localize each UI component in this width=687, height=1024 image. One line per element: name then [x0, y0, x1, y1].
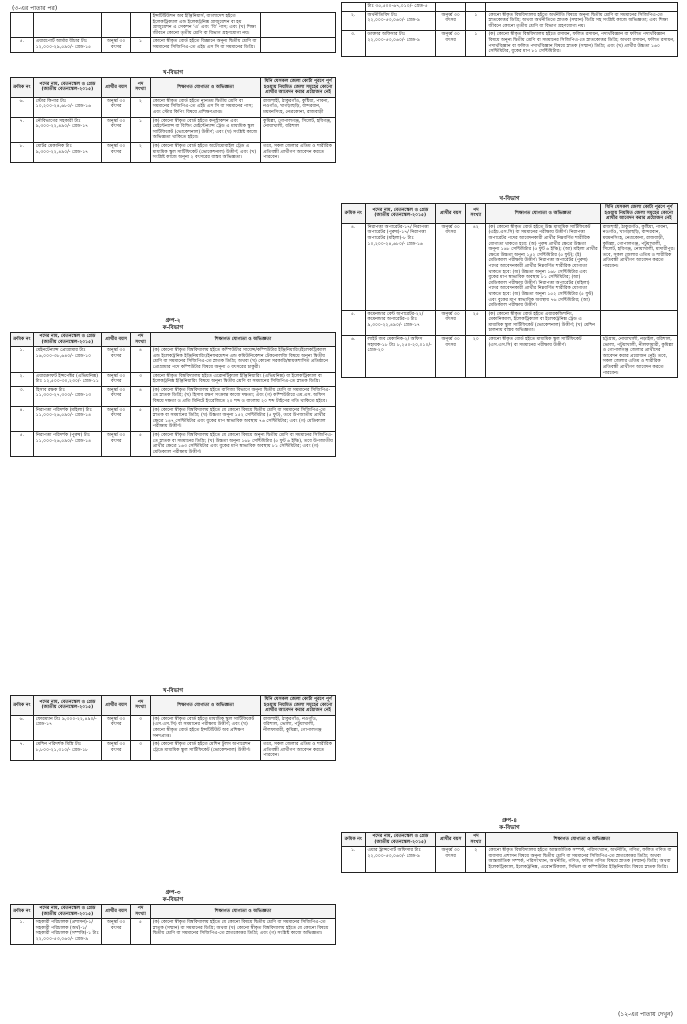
- cell-count: ৫: [131, 431, 151, 456]
- cell-sl: ৫.: [342, 310, 366, 335]
- header-count: পদ সংখ্যা: [466, 204, 486, 224]
- cell-age: অনূর্ধ্ব ৩০ বৎসর: [102, 386, 131, 406]
- header-district: যিনি যেসকল জেলা কোটা পূরণে পূর্ণ হওয়ায় নিয়মিত জেলা সমূহের কোনো প্রার্থীর আবেদন করার প্রয়োজন নেই: [600, 204, 677, 224]
- cell-qual: (ক) কোনো স্বীকৃত বোর্ড হইতে উচ্চ মাধ্যমিক সার্টিফিকেট (এইচ.এস.সি) বা সমমানের পরীক্ষায় উত্তীর্ণ। নিরাপত্তা অপারেটর পদের আবেদনকারী প্রার্থীর নিম্নবর্ণিত শারীরিক যোগ্যতা থাকতে হবে: (অ) পুরুষ প্রার্থীর ক্ষেত্রে উচ্চতা অনূন্য ১৬৮ সেন্টিমিটার (৫ ফুট ৬ ইঞ্চি); (আ) মহিলা প্রার্থীর ক্ষেত্রে উচ্চতা অনূন্য ১৫২ সেন্টিমিটার (৫ ফুট); (ই) মেডিক্যাল পরীক্ষায় উত্তীর্ণ। নিরাপত্তা অপারেটর (পুরুষ) পদের আবেদনকারী প্রার্থীর নিম্নবর্ণিত শারীরিক যোগ্যতা থাকতে হবে: (অ) উচ্চতা অনূন্য ১৬৮ সেন্টিমিটার এবং বুকের মাপ স্বাভাবিক অবস্থায় ৮১ সেন্টিমিটার; (আ) মেডিক্যাল পরীক্ষায় উত্তীর্ণ। নিরাপত্তা অপারেটর (মহিলা) পদের আবেদনকারী প্রার্থীর নিম্নবর্ণিত শারীরিক যোগ্যতা থাকতে হবে: (অ) উচ্চতা অনূন্য ১৫২ সেন্টিমিটার (৫ ফুট) এবং বুকের মাপ স্বাভাবিক অবস্থায় ৭৬ সেন্টিমিটার; (আ) মেডিক্যাল পরীক্ষায় উত্তীর্ণ।: [486, 223, 600, 310]
- cell-count: ১: [466, 31, 486, 56]
- table-row: [342, 11, 678, 31]
- header-sl: ক্রমিক নং: [11, 905, 34, 919]
- table-row: [11, 38, 336, 52]
- header-qual: শিক্ষাগত যোগ্যতা ও অভিজ্ঞতা: [150, 333, 335, 347]
- header-sl: ক্রমিক নং: [11, 696, 34, 716]
- cell-age: অনূর্ধ্ব ৩০ বৎসর: [436, 847, 466, 872]
- cell-count: ২: [131, 97, 151, 117]
- cell-sl: ৩.: [11, 386, 34, 406]
- cell-sl: ২.: [342, 11, 366, 31]
- cell-post: টাঃ ৩৫,৫০০-৬৭,০১০/- গ্রেড-৫: [365, 3, 436, 12]
- cell-post: ডাক্তার অফিসার টাঃ ২২,০০০-৫৩,০৬০/- গ্রেড-৯: [365, 31, 436, 56]
- cell-post: [33, 13, 101, 38]
- cell-count: ৪২: [466, 223, 486, 310]
- cell-qual: (ক) কোনো স্বীকৃত বিশ্ববিদ্যালয় হইতে বাণিজ্য বিভাগে অনূন্য দ্বিতীয় শ্রেণি বা সমমানের সিজিপিএ-তে স্নাতক ডিগ্রি; (খ) হিসাব রক্ষণ সংক্রান্ত কাজে দক্ষতা; এবং (গ) কম্পিউটারে এম.এস. অফিস বিষয়ে দক্ষতা ও প্রতি মিনিটে ইংরেজিতে ২০ শব্দ ও বাংলায় ২০ শব্দ টাইপের গতি থাকিতে হইবে।: [150, 386, 335, 406]
- cell-qual: (ক) কোনো স্বীকৃত বিশ্ববিদ্যালয় হইতে কম্পিউটার সায়েন্স/কম্পিউটার ইঞ্জিনিয়ারিং/ইলেকট্রিক্যাল এন্ড ইলেকট্রনিক ইঞ্জিনিয়ারিং/ইনফরমেশন এন্ড কমিউনিকেশন টেকনোলজি বিষয়ে অনূন্য দ্বিতীয় শ্রেণি বা সমমানের সিজিপিএ-তে স্নাতক ডিগ্রি; অথবা (খ) কোনো সরকারি/স্বায়ত্তশাসিত প্রতিষ্ঠানে প্রোগ্রামার পদে কম্পিউটার বিষয়ে অনূন্য ৩ বৎসরের চাকুরী।: [150, 347, 335, 372]
- cell-age: অনূর্ধ্ব ৩০ বৎসর: [436, 31, 466, 56]
- cell-count: ৩: [131, 741, 151, 761]
- section-kh-title: খ-বিভাগ: [162, 70, 184, 76]
- cell-district: [600, 310, 677, 335]
- cell-age: [436, 3, 466, 12]
- header-sl: ক্রমিক নং: [11, 78, 34, 98]
- cell-qual: [486, 3, 678, 12]
- cell-post: সহকারী পরিচালক (প্রশাসন)-১/ সহকারী পরিচালক (অর্থ)-১/ সহকারী পরিচালক (সম্পত্তি)-১ টাঃ ২২,০০০-৫৩,০৬০/- গ্রেড-৯: [33, 919, 101, 944]
- cell-age: অনূর্ধ্ব ৩০ বৎসর: [102, 372, 131, 386]
- cell-post: অর্থনীতিবিদ টাঃ ২২,০০০-৫৩,০৬০/- গ্রেড-৯: [365, 11, 436, 31]
- cell-district: [261, 38, 336, 52]
- table-row: [11, 13, 336, 38]
- cell-qual: (ক) কোনো স্বীকৃত বিশ্ববিদ্যালয় হইতে যে কোনো বিষয়ে দ্বিতীয় শ্রেণি বা সমমানের সিজিপিএ-তে স্নাতক বা সমমানের ডিগ্রি; (খ) উচ্চতা অনূন্য ১৫২ সেন্টিমিটার (৫ ফুট), তবে উপজাতীয় প্রার্থীর ক্ষেত্রে ১৪৭ সেন্টিমিটার এবং বুকের মাপ স্বাভাবিক অবস্থায় ৭৬ সেন্টিমিটার; এবং (গ) মেডিক্যাল পরীক্ষায় উত্তীর্ণ।: [150, 406, 335, 431]
- table-row: [11, 715, 336, 740]
- cell-qual: কোনো স্বীকৃত বিশ্ববিদ্যালয় হইতে আন্তর্জাতিক সম্পর্ক, পরিসংখ্যান, অর্থনীতি, গণিত, ফলিত গণিত বা ব্যবসায় প্রশাসন বিষয়ে অনূন্য দ্বিতীয় শ্রেণি বা সমমানের সিজিপিএ-তে স্নাতকোত্তর ডিগ্রি; অথবা আন্তর্জাতিক সম্পর্ক, পরিসংখ্যান, অর্থনীতি, গণিত, ফলিত গণিত বিষয়ে স্নাতক (সম্মান) ডিগ্রি; অথবা ইলেকট্রিক্যাল, ইলেকট্রনিক্স, এরোনটিক্যাল, সিভিল বা কম্পিউটার ইঞ্জিনিয়ারিং বিষয়ে স্নাতক ডিগ্রি।: [486, 847, 678, 872]
- cell-sl: ২.: [11, 372, 34, 386]
- cell-count: ৪: [131, 386, 151, 406]
- cell-sl: ৫.: [11, 431, 34, 456]
- group-4-ka-title: ক-বিভাগ: [499, 825, 520, 831]
- group-3-ka-title: ক-বিভাগ: [162, 897, 184, 903]
- header-count: পদ সংখ্যা: [131, 696, 151, 716]
- cell-count: [131, 13, 151, 38]
- group-2-kh-title: খ-বিভাগ: [162, 688, 184, 694]
- header-sl: ক্রমিক নং: [342, 833, 366, 847]
- header-qual: শিক্ষাগত যোগ্যতা ও অভিজ্ঞতা: [486, 833, 678, 847]
- cell-post: এয়ারপোর্ট আর্মার বীচার টাঃ ১২,০০০-২৯,৫৯০/- গ্রেড-১৫: [33, 38, 101, 52]
- table-row: [11, 142, 336, 162]
- table-row: [11, 117, 336, 142]
- header-count: পদ সংখ্যা: [131, 905, 151, 919]
- cell-post: হিসাব রক্ষক টাঃ ১১,৩০০-২৭,৩০০/- গ্রেড-১৩: [33, 386, 101, 406]
- table-row: [342, 31, 678, 56]
- table-row: [11, 431, 336, 456]
- cell-qual: কোনো স্বীকৃত বোর্ড হইতে বিজ্ঞানে অনূন্য দ্বিতীয় শ্রেণি বা সমমানের সিজিপিএ-তে এইচ এস সি বা সমমানের ডিগ্রি।: [150, 38, 261, 52]
- cell-count: ৩: [131, 715, 151, 740]
- cell-post: নিরাপত্তা পরিদর্শক (মহিলা) টাঃ ১১,০০০-২৬,৫৯০/- গ্রেড-১৪: [33, 406, 101, 431]
- right-top-table: [341, 2, 678, 57]
- cell-post: মেইনটেন্যান্স প্রোগ্রামার টাঃ ১৬,০০০-৩৮,৬৪০/- গ্রেড-১০: [33, 347, 101, 372]
- cell-count: ১: [131, 117, 151, 142]
- cell-post: নৌবিভাগের সহকারী টাঃ ৯,৩০০-২২,৪৯০/- গ্রেড-১৭: [33, 117, 101, 142]
- cell-sl: ৬.: [11, 715, 34, 740]
- cell-district: রাজশাহী, ঠাকুরগাঁও, নওগাঁও, বরিশাল, ভোলা, পটুয়াখালী, নীলফামারী, কুমিল্লা, গোপালগঞ্জ: [261, 715, 336, 740]
- header-sl: ক্রমিক নং: [11, 333, 34, 347]
- table-row: [11, 919, 336, 944]
- header-age: প্রার্থীর বয়স: [436, 204, 466, 224]
- cell-age: অনূর্ধ্ব ৩০ বৎসর: [436, 223, 466, 310]
- cell-qual: কোনো স্বীকৃত বিশ্ববিদ্যালয় হইতে অর্থনীতি বিষয়ে অনূন্য দ্বিতীয় শ্রেণি বা সমমানের সিজিপিএ-তে স্নাতকোত্তর ডিগ্রি; অথবা অর্থনীতিতে স্নাতক (সম্মান) ডিগ্রি সহ সংশ্লিষ্ট কাজে অভিজ্ঞতা; এবং শিক্ষা জীবনে কোনো তৃতীয় শ্রেণি বা বিভাগ গ্রহণযোগ্য নয়।: [486, 11, 678, 31]
- cell-age: অনূর্ধ্ব ৩০ বৎসর: [102, 715, 131, 740]
- header-post: পদের নাম, বেতনস্কেল ও গ্রেড (জাতীয় বেতনস্কেল-২০১৫): [33, 696, 101, 716]
- continued-on-note: (১২-এর পাতায় দেখুন): [617, 1011, 673, 1018]
- header-count: পদ সংখ্যা: [466, 833, 486, 847]
- cell-age: অনূর্ধ্ব ৩০ বৎসর: [102, 117, 131, 142]
- cell-post: ফোরম্যান টাঃ ৯,৩০০-২২,৪৯০/- গ্রেড-১৭: [33, 715, 101, 740]
- cell-post: স্টোর কিপার টাঃ ১০,২০০-২৪,৬৮০/- গ্রেড-১৬: [33, 97, 101, 117]
- cell-post: এয়ারক্রাফট ইন্সপেক্টর (এভিয়নিক্স) টাঃ ১২,৫০০-৩০,২৩০/- গ্রেড-১১: [33, 372, 101, 386]
- header-post: পদের নাম, বেতনস্কেল ও গ্রেড (জাতীয় বেতনস্কেল-২০১৫): [33, 333, 101, 347]
- cell-sl: ৩.: [342, 31, 366, 56]
- group-4-title: গ্রুপ-৪: [501, 818, 518, 824]
- header-age: প্রার্থীর বয়স: [102, 905, 131, 919]
- cell-count: ২: [131, 142, 151, 162]
- cell-sl: ১.: [11, 919, 34, 944]
- header-age: প্রার্থীর বয়স: [102, 78, 131, 98]
- cell-age: অনূর্ধ্ব ৩০ বৎসর: [102, 142, 131, 162]
- cell-district: তবে, সকল জেলার এতিম ও শারীরিক প্রতিবন্ধী প্রার্থীগণ আবেদন করতে পারবেন।: [261, 142, 336, 162]
- cell-post: নিরাপত্তা অপারেটর-১৭/ নিরাপত্তা অপারেটর (পুরুষ)-১৭/ নিরাপত্তা অপারেটর (মহিলা)-৮ টাঃ ১০,২০০-২৪,৬৮০/- গ্রেড-১৬: [365, 223, 436, 310]
- header-age: প্রার্থীর বয়স: [102, 696, 131, 716]
- cell-count: ১: [131, 38, 151, 52]
- header-qual: শিক্ষাগত যোগ্যতা ও অভিজ্ঞতা: [150, 905, 335, 919]
- cell-qual: (ক) কোনো স্বীকৃত বিশ্ববিদ্যালয় হইতে রসায়ন, ফলিত রসায়ন, পদার্থবিজ্ঞান বা ফলিত পদার্থবিজ্ঞান বিষয়ে অনূন্য দ্বিতীয় শ্রেণি বা সমমানের সিজিপিএ-তে স্নাতকোত্তর ডিগ্রি; অথবা রসায়ন, ফলিত রসায়ন, পদার্থবিজ্ঞান বা ফলিত পদার্থবিজ্ঞান বিষয়ে স্নাতক (সম্মান) ডিগ্রি; এবং (খ) প্রার্থীর উচ্চতা ১৬০ সেন্টিমিটার, বুকের মাপ ৮১ সেন্টিমিটার।: [486, 31, 678, 56]
- cell-age: অনূর্ধ্ব ৩০ বৎসর: [102, 347, 131, 372]
- cell-age: অনূর্ধ্ব ৩০ বৎসর: [102, 97, 131, 117]
- cell-post: নিরাপত্তা পরিদর্শক (পুরুষ) টাঃ ১১,০০০-২৬,৫৯০/- গ্রেড-১৪: [33, 431, 101, 456]
- cell-post: কমেনন্ডার বেন্ট অপারেটর-২২/ কমেনন্ডার অপারেটর-৩ টাঃ ৯,৩০০-২২,৪৯০/- গ্রেড-১৭: [365, 310, 436, 335]
- cell-age: [102, 13, 131, 38]
- group-2-kh-table: [10, 695, 336, 761]
- cell-qual: (ক) কোনো স্বীকৃত বোর্ড হইতে কন্স্ট্রাকশন এবং মেইন্টেন্যান্স বা বিল্ডিং মেইন্টেন্যান্স ট্রেড এ মাধ্যমিক স্কুল সার্টিফিকেট (ভোকেশনাল) উত্তীর্ণ; এবং (খ) সংশ্লিষ্ট কাজে অভিজ্ঞতা থাকিতে হইবে।: [150, 117, 261, 142]
- cell-district: চট্টগ্রাম, নোয়াখালী, নড়াইল, বরিশাল, ভোলা, পটুয়াখালী, নীলফামারী, কুমিল্লা ও গোপালগঞ্জ জেলার প্রার্থীদের আবেদন করার প্রয়োজন নেই। তবে, সকল জেলার এতিম ও শারীরিক প্রতিবন্ধী প্রার্থীগণ আবেদন করতে পারবেন।: [600, 336, 677, 378]
- cell-qual: (ক) কোনো স্বীকৃত বিশ্ববিদ্যালয় হইতে যে কোনো বিষয়ে অনূন্য দ্বিতীয় শ্রেণি বা সমমানের সিজিপিএ-তে স্নাতক বা সমমানের ডিগ্রি; (খ) উচ্চতা অনূন্য ১৬৮ সেন্টিমিটার (৫ ফুট ৬ ইঞ্চি), তবে উপজাতীয় প্রার্থীর ক্ষেত্রে ১৬৩ সেন্টিমিটার এবং বুকের মাপ স্বাভাবিক অবস্থায় ৮১ সেন্টিমিটার; এবং (গ) মেডিক্যাল পরীক্ষায় উত্তীর্ণ।: [150, 431, 335, 456]
- cell-district: রাজশাহী, ঠাকুরগাঁও, কুষ্টিয়া, পাবনা, নওগাঁও, খাগড়াছড়ি, বান্দরবান, ময়মনসিংহ, নেত্রকোনা, রাজবাড়ী, কুমিল্লা, গোপালগঞ্জ, পটুয়াখালী, সিলেট, হবিগঞ্জ, নোয়াখালী, মাদারীপুর। তবে, সকল জেলার এতিম ও শারীরিক প্রতিবন্ধী প্রার্থীগণ আবেদন করতে পারবেন।: [600, 223, 677, 310]
- left-kh-table: [10, 77, 336, 163]
- left-top-table: [10, 12, 336, 53]
- cell-qual: ইন্সটিটিউশন অব ইঞ্জিনিয়ার্স, বাংলাদেশ হইতে ইলেকট্রিক্যাল এন্ড ইলেকট্রনিক্স গ্রাজুয়েশন বা হয় গ্রাজুয়েশন এ সেকশন ‘এ’ এবং ‘বি’ পাস; এবং (খ) শিক্ষা জীবনে কোনো তৃতীয় শ্রেণি বা বিভাগ গ্রহণযোগ্য নয়।: [150, 13, 261, 38]
- cell-sl: ৬.: [11, 97, 34, 117]
- cell-count: ১: [466, 11, 486, 31]
- right-kh-title: খ-বিভাগ: [499, 196, 520, 202]
- header-qual: শিক্ষাগত যোগ্যতা ও অভিজ্ঞতা: [486, 204, 600, 224]
- cell-count: ২৫: [466, 310, 486, 335]
- cell-sl: ৮.: [11, 142, 34, 162]
- table-row: [342, 310, 678, 335]
- cell-count: ৪: [131, 347, 151, 372]
- cell-post: লাইট জব মেকানিক-২/ অফিস সহায়ক-১৮ টাঃ ৮,২৫০-২০,০১০/- গ্রেড-২০: [365, 336, 436, 378]
- cell-qual: (ক) কোনো স্বীকৃত বোর্ড হইতে অটোমোবাইল ট্রেড এ মাধ্যমিক স্কুল সার্টিফিকেট (ভোকেশনাল) উত্তীর্ণ; এবং (খ) সংশ্লিষ্ট কাজে অনূন্য ২ বৎসরের বাস্তব অভিজ্ঞতা।: [150, 142, 261, 162]
- table-row: [11, 741, 336, 761]
- header-age: প্রার্থীর বয়স: [102, 333, 131, 347]
- cell-sl: [342, 3, 366, 12]
- cell-sl: ৫.: [11, 38, 34, 52]
- cell-count: ৩: [131, 372, 151, 386]
- cell-age: অনূর্ধ্ব ৩০ বৎসর: [102, 406, 131, 431]
- table-row: [342, 3, 678, 12]
- table-row: [11, 406, 336, 431]
- cell-age: অনূর্ধ্ব ৩০ বৎসর: [436, 310, 466, 335]
- cell-sl: [11, 13, 34, 38]
- header-district: যিনি যেসকল জেলা কোটা পূরণে পূর্ণ হওয়ায় নিয়মিত জেলা সমূহের কোনো প্রার্থীর আবেদন করার প্রয়োজন নেই: [261, 78, 336, 98]
- header-qual: শিক্ষাগত যোগ্যতা ও অভিজ্ঞতা: [150, 696, 261, 716]
- header-post: পদের নাম, বেতনস্কেল ও গ্রেড (জাতীয় বেতনস্কেল-২০১৫): [33, 905, 101, 919]
- cell-qual: (ক) কোনো স্বীকৃত বিশ্ববিদ্যালয় হইতে যে কোনো বিষয়ে দ্বিতীয় শ্রেণি বা সমমানের সিজিপিএ-তে স্নাতক (সম্মান) বা সমমানের ডিগ্রি; অথবা (খ) কোনো স্বীকৃত বিশ্ববিদ্যালয় হইতে যে কোনো বিষয়ে দ্বিতীয় শ্রেণি বা সমমানের সিজিপিএ-তে স্নাতকোত্তর ডিগ্রি; এবং (গ) সংশ্লিষ্ট কাজে অভিজ্ঞতা।: [150, 919, 335, 944]
- header-post: পদের নাম, বেতনস্কেল ও গ্রেড (জাতীয় বেতনস্কেল-২০১৫): [33, 78, 101, 98]
- table-row: [342, 223, 678, 310]
- cell-district: তবে, সকল জেলার এতিম ও শারীরিক প্রতিবন্ধী প্রার্থীগণ আবেদন করতে পারবেন।: [261, 741, 336, 761]
- cell-sl: ১.: [342, 847, 366, 872]
- cell-count: ২০: [466, 336, 486, 378]
- cell-post: মেশিন পরিদর্শক মিস্ত্রি টাঃ ৮,৮০০-২১,৩১০/- গ্রেড-১৮: [33, 741, 101, 761]
- cell-post: মোটর মেকানিক টাঃ ৯,৩০০-২২,৪৯০/- গ্রেড-১৭: [33, 142, 101, 162]
- cell-district: [261, 13, 336, 38]
- cell-district: রাজশাহী, ঠাকুরগাঁও, কুষ্টিয়া, পাবনা, নওগাঁও, খাগড়াছড়ি, বান্দরবান, ময়মনসিংহ, নেত্রকোনা, রাজবাড়ী: [261, 97, 336, 117]
- header-district: যিনি যেসকল জেলা কোটা পূরণে পূর্ণ হওয়ায় নিয়মিত জেলা সমূহের কোনো প্রার্থীর আবেদন করার প্রয়োজন নেই: [261, 696, 336, 716]
- group-2-ka-title: ক-বিভাগ: [162, 325, 184, 331]
- cell-qual: কোনো স্বীকৃত বোর্ড হইতে মাধ্যমিক স্কুল সার্টিফিকেট (এস.এস.সি) বা সমমানের পরীক্ষায় উত্তীর্ণ।: [486, 336, 600, 378]
- header-count: পদ সংখ্যা: [131, 333, 151, 347]
- header-age: প্রার্থীর বয়স: [436, 833, 466, 847]
- group-3-ka-table: [10, 904, 336, 945]
- table-row: [11, 347, 336, 372]
- cell-sl: ৭.: [11, 741, 34, 761]
- cell-district: কুমিল্লা, গোপালগঞ্জ, সিলেট, হবিগঞ্জ, নোয়াখালী, বরিশাল: [261, 117, 336, 142]
- cell-count: ২: [466, 847, 486, 872]
- cell-age: অনূর্ধ্ব ৩০ বৎসর: [102, 431, 131, 456]
- cell-age: অনূর্ধ্ব ৩০ বৎসর: [436, 11, 466, 31]
- table-row: [11, 372, 336, 386]
- cell-sl: ১.: [11, 347, 34, 372]
- cell-sl: ৬.: [342, 336, 366, 378]
- cell-count: ৫: [131, 406, 151, 431]
- cell-age: অনূর্ধ্ব ৩০ বৎসর: [436, 336, 466, 378]
- header-qual: শিক্ষাগত যোগ্যতা ও অভিজ্ঞতা: [150, 78, 261, 98]
- group-2-title: গ্রুপ-২: [165, 318, 181, 324]
- group-4-ka-table: [341, 832, 678, 873]
- continued-from-note: (৩-এর পাতার পর): [12, 5, 58, 12]
- table-row: [342, 336, 678, 378]
- cell-qual: কোনো স্বীকৃত বোর্ড হইতে ন্যূনতম দ্বিতীয় শ্রেণি বা সমমানের সিজিপিএ-তে এইচ এস সি বা সমমানের পাস; এবং স্টোর কিপিং বিষয়ে প্রশিক্ষণপ্রাপ্ত।: [150, 97, 261, 117]
- cell-count: [466, 3, 486, 12]
- cell-sl: ৪.: [11, 406, 34, 431]
- cell-qual: (ক) কোনো স্বীকৃত বোর্ড হইতে মেশিন টুলস অপারেশন ট্রেডে মাধ্যমিক স্কুল সার্টিফিকেট (ভোকেশনাল) উত্তীর্ণ।: [150, 741, 261, 761]
- table-row: [342, 847, 678, 872]
- group-3-title: গ্রুপ-৩: [165, 890, 181, 896]
- cell-age: অনূর্ধ্ব ৩০ বৎসর: [102, 741, 131, 761]
- cell-sl: ৭.: [11, 117, 34, 142]
- cell-post: এয়ার ট্রান্সপোর্ট অফিসার টাঃ ২২,০০০-৫৩,০৬০/- গ্রেড-৯: [365, 847, 436, 872]
- cell-qual: (ক) কোনো স্বীকৃত বোর্ড হইতে এয়ারকন্ডিশনিং, মেকানিক্যাল, ইলেকট্রিক্যাল বা ইলেকট্রনিক্স ট্রেড এ মাধ্যমিক স্কুল সার্টিফিকেট (ভোকেশনাল) উত্তীর্ণ; (খ) মেশিন চালনায় বাস্তব অভিজ্ঞতা।: [486, 310, 600, 335]
- header-post: পদের নাম, বেতনস্কেল ও গ্রেড (জাতীয় বেতনস্কেল-২০১৫): [365, 833, 436, 847]
- table-row: [11, 386, 336, 406]
- header-count: পদ সংখ্যা: [131, 78, 151, 98]
- table-row: [11, 97, 336, 117]
- cell-age: অনূর্ধ্ব ৩০ বৎসর: [102, 919, 131, 944]
- cell-sl: ৪.: [342, 223, 366, 310]
- right-kh-table: [341, 203, 678, 378]
- header-sl: ক্রমিক নং: [342, 204, 366, 224]
- group-2-ka-table: [10, 332, 336, 457]
- cell-qual: কোনো স্বীকৃত বিশ্ববিদ্যালয় হইতে এরোনটিক্যাল ইঞ্জিনিয়ারিং (এভিয়নিক্স) বা ইলেকট্রিক্যাল বা ইলেকট্রনিক্স ইঞ্জিনিয়ারিং বিষয়ে অনূন্য দ্বিতীয় শ্রেণি বা সমমানের সিজিপিএ-তে স্নাতক ডিগ্রি।: [150, 372, 335, 386]
- cell-count: ৫: [131, 919, 151, 944]
- cell-qual: (ক) কোনো স্বীকৃত বোর্ড হইতে মাধ্যমিক স্কুল সার্টিফিকেট (এস.এস.সি) বা সমমানের পরীক্ষায় উত্তীর্ণ; এবং (খ) কোনো স্বীকৃত বোর্ড হইতে ইন্সটিটিউট অব প্রশিক্ষণ সনদপ্রাপ্ত।: [150, 715, 261, 740]
- cell-age: অনূর্ধ্ব ৩০ বৎসর: [102, 38, 131, 52]
- header-post: পদের নাম, বেতনস্কেল ও গ্রেড (জাতীয় বেতনস্কেল-২০১৫): [365, 204, 436, 224]
